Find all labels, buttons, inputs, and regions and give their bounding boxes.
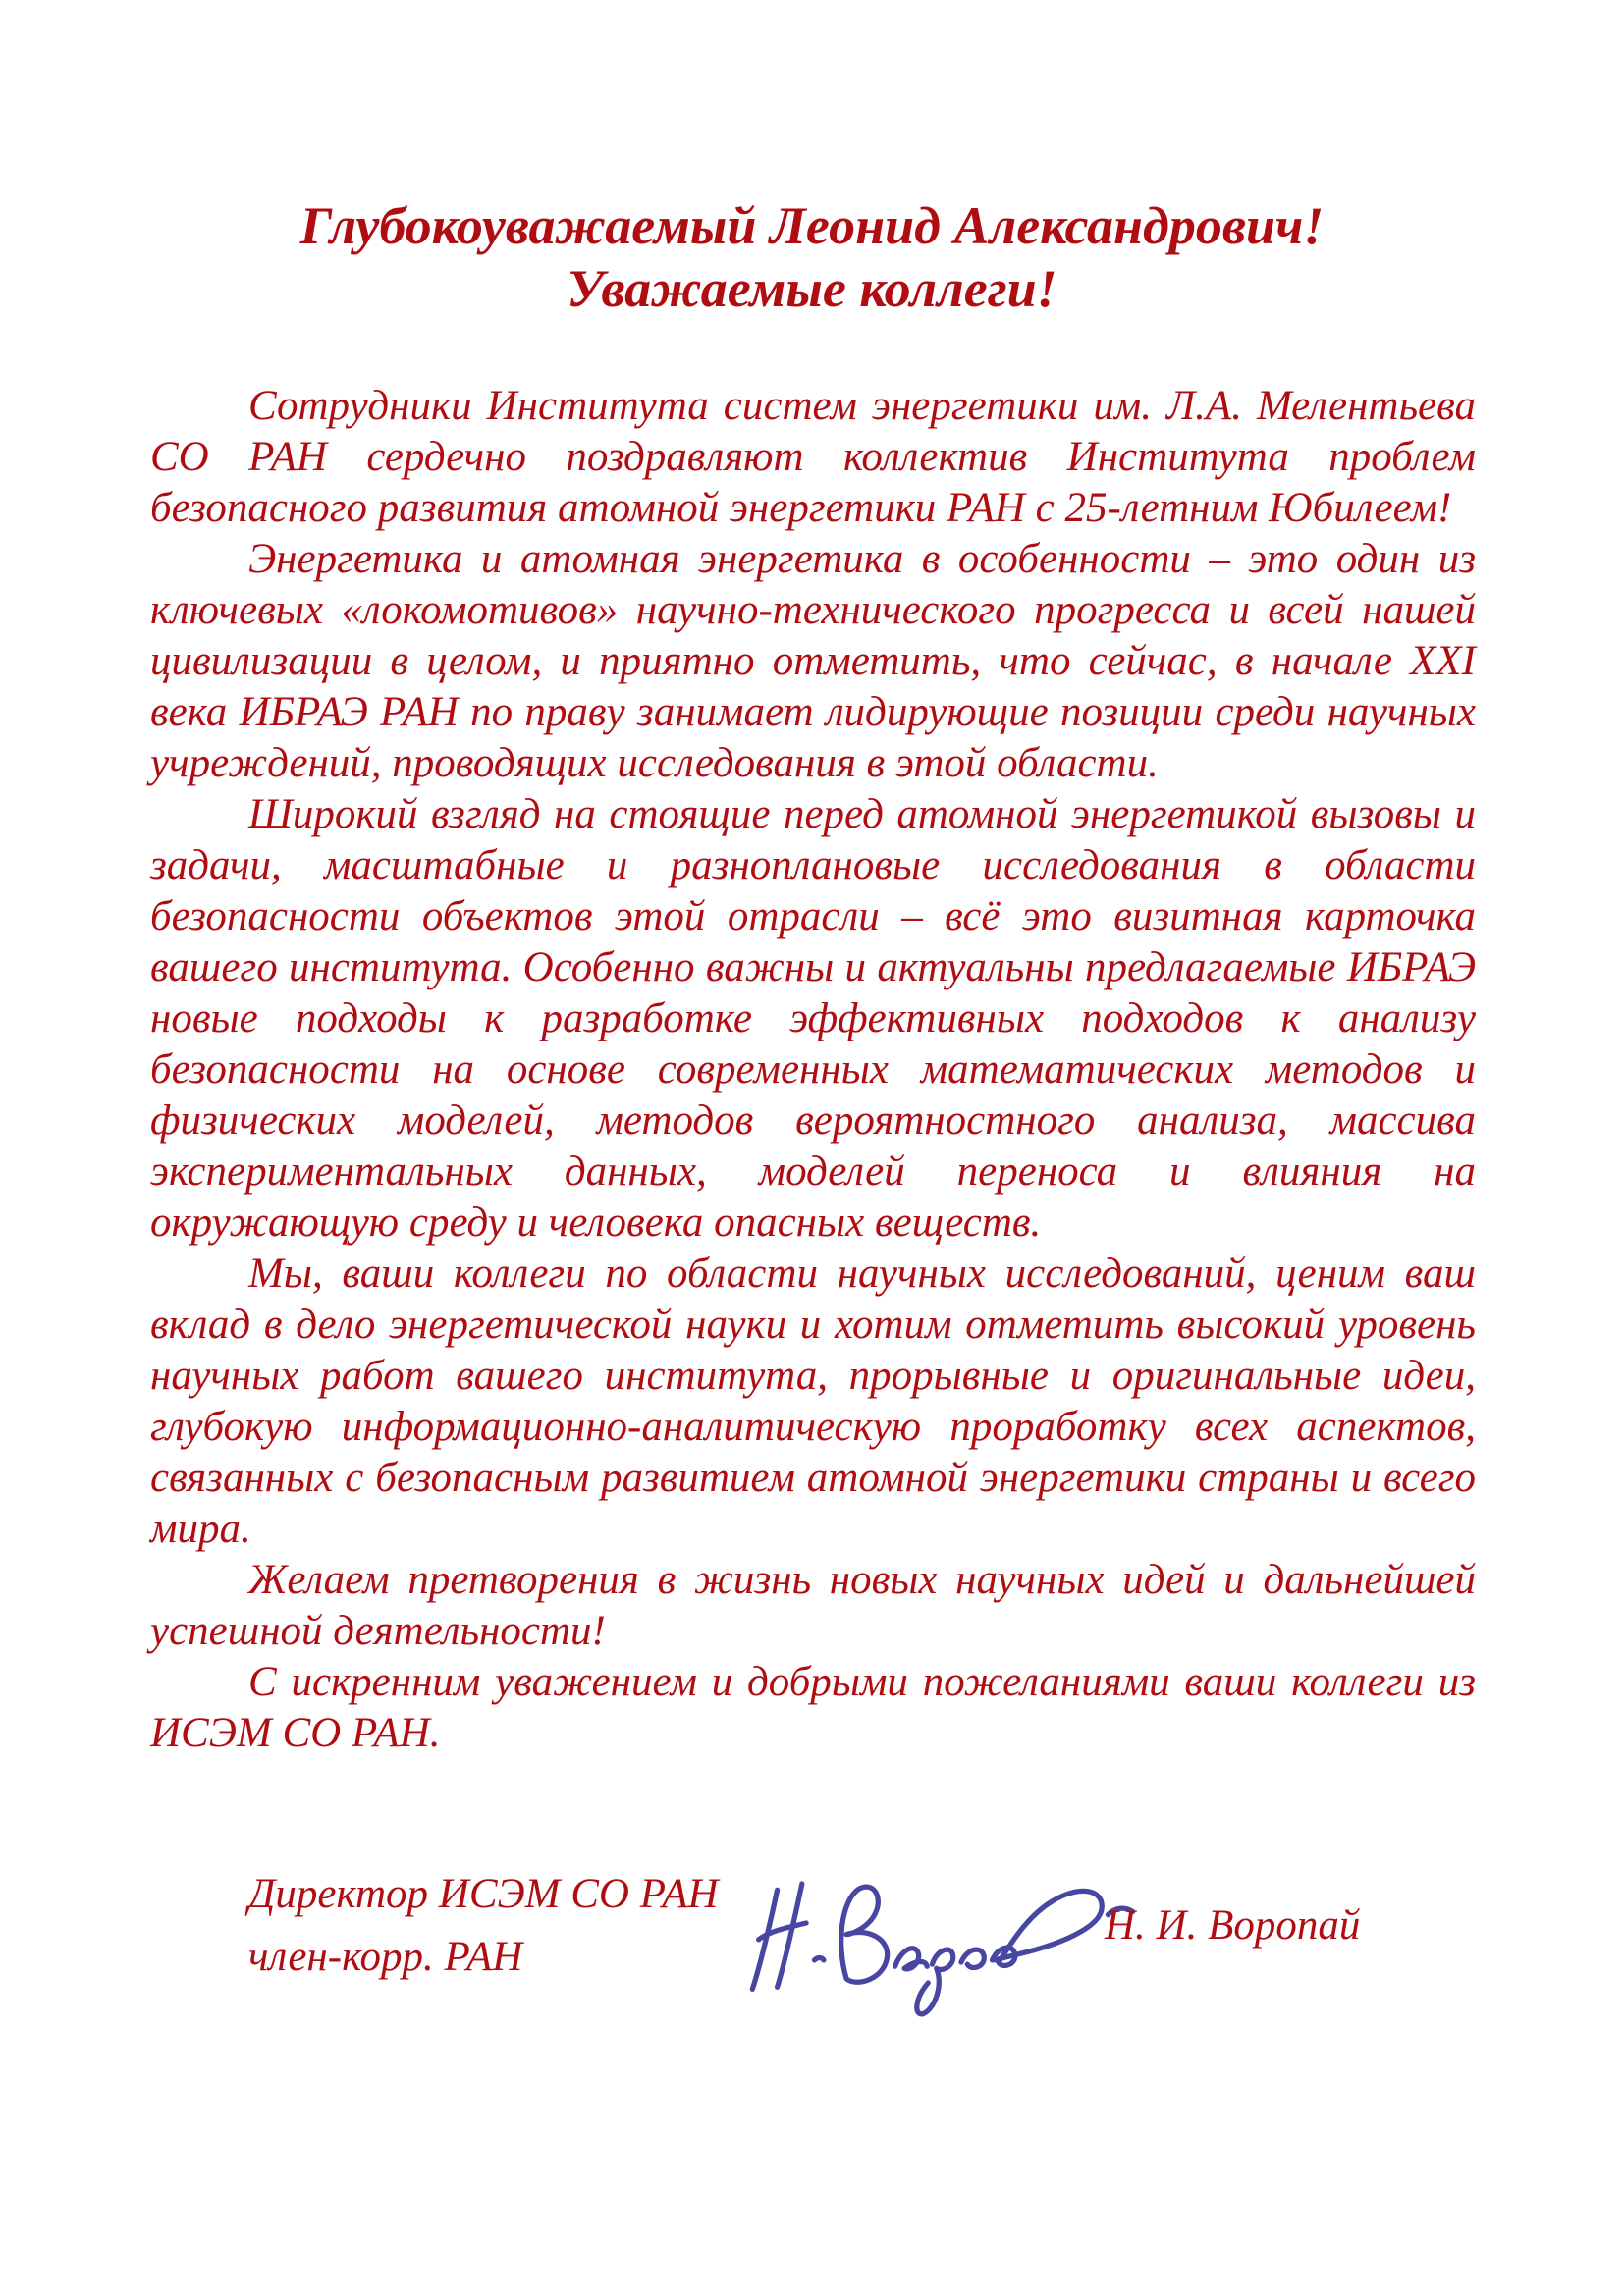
letter-paragraph: Энергетика и атомная энергетика в особенности – это один из ключевых «локомотивов» научно-технического прогресса и всей нашей цивилизации в целом, и приятно отметить, что сейчас, в начале XXI века ИБРАЭ РАН по праву занимает лидирующие позиции среди научных учреждений, проводящих исследования в этой области. xyxy=(150,536,1476,786)
letter-paragraph: Широкий взгляд на стоящие перед атомной энергетикой вызовы и задачи, масштабные и разноплановые исследования в области безопасности объектов этой отрасли – всё это визитная карточка вашего института. Особенно важны и актуальны предлагаемые ИБРАЭ новые подходы к разработке эффективных подходов к анализу безопасности на основе современных математических методов и физических моделей, методов вероятностного анализа, массива экспериментальных данных, моделей переноса и влияния на окружающую среду и человека опасных веществ. xyxy=(150,791,1476,1246)
signature-block xyxy=(0,1853,1624,2128)
letter-paragraph: Сотрудники Института систем энергетики им. Л.А. Мелентьева СО РАН сердечно поздравляют коллектив Института проблем безопасного развития атомной энергетики РАН с 25-летним Юбилеем! xyxy=(150,383,1476,531)
signatory-title-line1: Директор ИСЭМ СО РАН xyxy=(248,1871,719,1917)
signatory-name: Н. И. Воропай xyxy=(1105,1902,1361,1949)
letter-paragraph: С искренним уважением и добрыми пожеланиями ваши коллеги из ИСЭМ СО РАН. xyxy=(150,1659,1476,1756)
salutation-line1: Глубокоуважаемый Леонид Александрович! xyxy=(299,196,1325,255)
letter-paragraph: Желаем претворения в жизнь новых научных идей и дальнейшей успешной деятельности! xyxy=(150,1557,1476,1654)
handwritten-signature-icon xyxy=(746,1840,1139,2046)
signatory-title-line2: член-корр. РАН xyxy=(248,1934,523,1980)
letter-paragraph: Мы, ваши коллеги по области научных исследований, ценим ваш вклад в дело энергетической науки и хотим отметить высокий уровень научных работ вашего института, прорывные и оригинальные идеи, глубокую информационно-аналитическую проработку всех аспектов, связанных с безопасным развитием атомной энергетики страны и всего мира. xyxy=(150,1251,1476,1552)
signatory-titles xyxy=(248,1863,719,1989)
letter-salutation xyxy=(0,0,1624,320)
salutation-line2: Уважаемые коллеги! xyxy=(567,259,1057,318)
letter-body xyxy=(150,381,1476,1759)
